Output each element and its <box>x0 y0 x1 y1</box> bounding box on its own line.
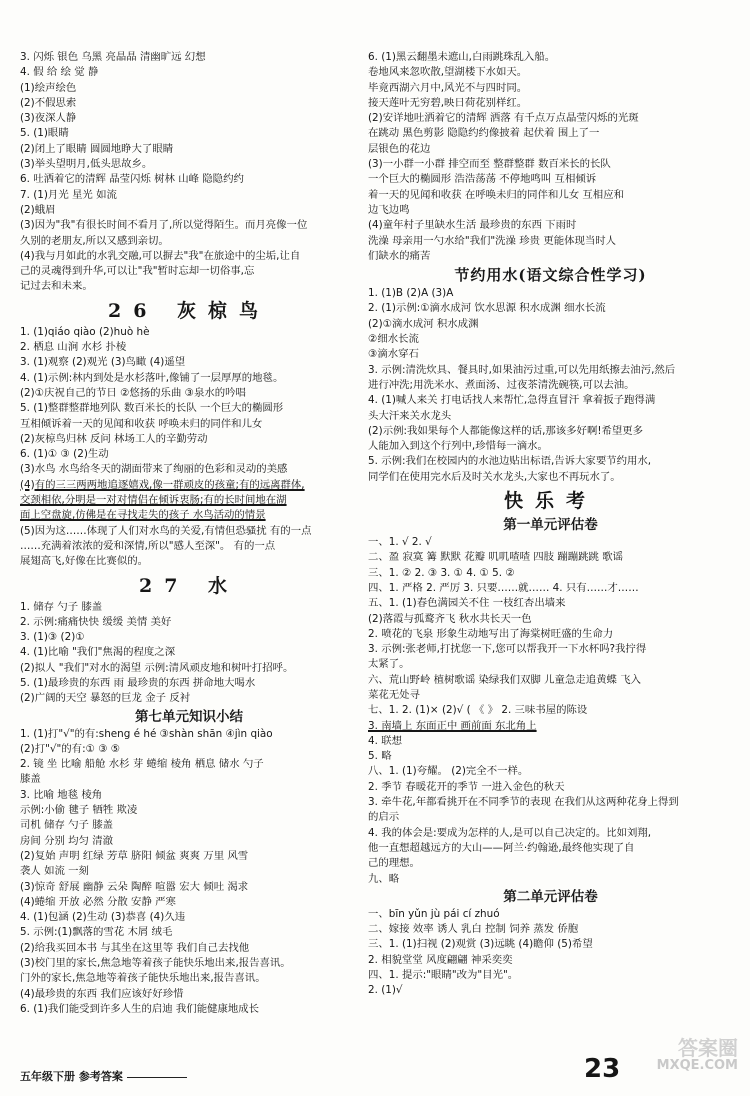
answer-line: 展翅高飞,好像在比赛似的。 <box>20 555 148 568</box>
answer-line: (2)示例:我如果每个人都能像这样的话,那该多好啊!希望更多 <box>368 424 644 437</box>
answer-line: 2. 喷花的飞泉 形象生动地写出了海棠树旺盛的生命力 <box>368 627 614 640</box>
answer-line: 七、1. 2. (1)× (2)√ ( 《 》 2. 三味书屋的陈设 <box>368 704 588 717</box>
answer-line: 他一直想超越远方的大山——阿兰·约翰逊,最终他实现了自 <box>368 841 635 854</box>
answer-line: 2. 镜 坐 比喻 船舱 水杉 芽 蜷缩 棱角 栖息 储水 勺子 <box>20 758 264 771</box>
answer-line: (3)校门里的家长,焦急地等着孩子能快乐地出来,报告喜讯。 <box>20 957 291 970</box>
right-column <box>368 50 733 999</box>
answer-line: 久别的老朋友,所以又感到亲切。 <box>20 234 169 247</box>
answer-line: (2)拟人 "我们"对水的渴望 示例:清风顽皮地和树叶打招呼。 <box>20 661 294 674</box>
answer-line: (1)绘声绘色 <box>20 81 77 94</box>
answer-line: 人能加入到这个行列中,珍惜每一滴水。 <box>368 440 548 453</box>
answer-line: 袭人 如流 一刻 <box>20 865 89 878</box>
answer-line: (4)我与月如此的水乳交融,可以摒去"我"在旅途中的尘垢,让自 <box>20 249 301 262</box>
answer-line: 菜花无处寻 <box>368 688 420 701</box>
answer-line: 五、1. (1)春色满园关不住 一枝红杏出墙来 <box>368 597 566 610</box>
answer-line: 3. (1)③ (2)① <box>20 631 85 644</box>
answer-line: 进行冲洗;用洗米水、煮面汤、过夜茶清洗碗筷,可以去油。 <box>368 378 635 391</box>
answer-line: 6. (1)我们能受到许多人生的启迪 我们能健康地成长 <box>20 1002 260 1015</box>
answer-line: (2)安详地吐洒着它的清辉 洒落 有千点万点晶莹闪烁的光斑 <box>368 112 639 125</box>
answer-line: (2)给我买回本书 与其坐在这里等 我们自己去找他 <box>20 941 250 954</box>
answer-line: 一、bīn yǔn jù pái cí zhuó <box>368 907 500 920</box>
answer-line: (3)水鸟 水鸟给冬天的湖面带来了绚丽的色彩和灵动的美感 <box>20 463 288 476</box>
answer-line: 二、盈 寂寞 篝 默默 花瓣 叽叽喳喳 四肢 蹦蹦跳跳 歌谣 <box>368 551 624 564</box>
answer-line: 接天莲叶无穷碧,映日荷花别样红。 <box>368 96 528 109</box>
answer-line: 6. (1)① ③ (2)生动 <box>20 448 109 461</box>
answer-line: 的启示 <box>368 811 400 824</box>
answer-line: (2)打"√"的有:① ③ ⑤ <box>20 742 121 755</box>
answer-line: ……充满着浓浓的爱和深情,所以"感人至深"。 有的一点 <box>20 539 276 552</box>
answer-line: 九、略 <box>368 872 400 885</box>
answer-line: 示例:小偷 毽子 牺牲 欺凌 <box>20 804 138 817</box>
footer-rule <box>127 1077 187 1078</box>
answer-line: 毕竟西湖六月中,风光不与四时同。 <box>368 81 528 94</box>
answer-line: 5. (1)整群整群地列队 数百米长的长队 一个巨大的椭圆形 <box>20 402 284 415</box>
answer-line: 3. 示例:清洗炊具、餐具时,如果油污过重,可以先用纸擦去油污,然后 <box>368 363 676 376</box>
answer-line: 5. 略 <box>368 750 392 763</box>
answer-line: 3. 牵牛花,年都看挑开在不同季节的表现 在我们从这两种花身上得到 <box>368 796 679 809</box>
answer-line: 5. 示例:我们在校园内的水池边贴出标语,告诉大家要节约用水, <box>368 455 652 468</box>
answer-line: (2)复始 声明 红绿 芳草 脐阳 倾盆 爽爽 万里 风雪 <box>20 849 249 862</box>
answer-line: 同学们在使用完水后及时关水龙头,大家也不再玩水了。 <box>368 470 621 483</box>
answer-line: 着一天的见闻和收获 在呼唤未归的同伴和儿女 互相应和 <box>368 188 624 201</box>
answer-line: 4. (1)包涵 (2)生动 (3)恭喜 (4)久违 <box>20 911 186 924</box>
lesson-title: 快乐考 <box>503 490 597 513</box>
answer-line: 3. 比喻 地毯 棱角 <box>20 788 103 801</box>
answer-line: (3)夜深人静 <box>20 112 77 125</box>
lesson-title: 26 灰椋鸟 <box>107 299 271 322</box>
answer-line: (4)最珍贵的东西 我们应该好好珍惜 <box>20 987 184 1000</box>
answer-line: 3. 示例:张老师,打扰您一下,您可以帮我开一下水杯吗?我拧得 <box>368 643 647 656</box>
answer-line: ③滴水穿石 <box>368 348 419 361</box>
answer-line: (2)不假思索 <box>20 96 77 109</box>
answer-line: (3)因为"我"有很长时间不看月了,所以觉得陌生。而月亮像一位 <box>20 219 308 232</box>
answer-line: (2)灰椋鸟归林 反问 林场工人的辛勤劳动 <box>20 432 208 445</box>
footer-label <box>20 1068 187 1084</box>
answer-line: 四、1. 提示:"眼睛"改为"目光"。 <box>368 969 519 982</box>
answer-line: 7. (1)月光 星光 如流 <box>20 188 117 201</box>
answer-line: (2)闭上了眼睛 圆圆地睁大了眼睛 <box>20 142 174 155</box>
answer-line: 4. (1)示例:林内到处是水杉落叶,像铺了一层厚厚的地毯。 <box>20 371 284 384</box>
answer-line: 4. 联想 <box>368 734 402 747</box>
answer-line: (2)广阔的天空 暴怒的巨龙 金子 反衬 <box>20 692 191 705</box>
answer-line: 2. 示例:痛痛快快 缓缓 美情 美好 <box>20 615 172 628</box>
answer-line: 头大汗来关水龙头 <box>368 409 452 422</box>
answer-line: (4)有的三三两两地追逐嬉戏,像一群顽皮的孩童;有的远离群体, <box>20 478 305 491</box>
answer-line: 4. (1)比喻 "我们"焦渴的程度之深 <box>20 646 176 659</box>
answer-line: 4. 我的体会是:要成为怎样的人,是可以自己决定的。比如刘翔, <box>368 826 652 839</box>
answer-line: 5. (1)眼睛 <box>20 127 69 140</box>
answer-line: 6. (1)黑云翻墨未遮山,白雨跳珠乱入船。 <box>368 51 556 63</box>
answer-line: (2)①庆祝自己的节日 ②悠扬的乐曲 ③泉水的吟唱 <box>20 386 246 399</box>
answer-line: 记过去和未来。 <box>20 280 93 293</box>
section-title: 第一单元评估卷 <box>503 517 598 534</box>
answer-line: 1. (1)qiáo qiào (2)huò hè <box>20 325 150 338</box>
answer-line: 互相倾诉着一天的见闻和收获 呼唤未归的同伴和儿女 <box>20 417 263 430</box>
answer-line: 2. 相貌堂堂 风度翩翩 神采奕奕 <box>368 953 513 966</box>
answer-line: 2. (1)√ <box>368 984 403 997</box>
answer-line: 3. (1)观察 (2)观光 (3)鸟瞰 (4)遥望 <box>20 356 186 369</box>
answer-line: 司机 储存 勺子 膝盖 <box>20 819 114 832</box>
answer-line: 洗澡 母亲用一勺水给"我们"洗澡 珍贵 更能体现当时人 <box>368 234 617 247</box>
answer-line: 己的理想。 <box>368 857 420 870</box>
answer-line: 门外的家长,焦急地等着孩子能快乐地出来,报告喜讯。 <box>20 972 266 985</box>
answer-line: 1. 储存 勺子 膝盖 <box>20 600 103 613</box>
answer-line: 们缺水的痛苦 <box>368 249 431 262</box>
answer-line: ②细水长流 <box>368 333 419 346</box>
answer-line: 二、嫁接 效率 诱人 乳白 控制 饲养 蒸发 侨胞 <box>368 923 579 936</box>
page-number: 23 <box>584 1054 621 1084</box>
answer-line: 5. 示例:(1)飘落的雪花 木屑 绒毛 <box>20 926 173 939</box>
answer-line: 在跳动 黑色剪影 隐隐约约像披着 起伏着 围上了一 <box>368 127 600 140</box>
footer-grade: 五年级下册 参考答案 <box>20 1070 123 1083</box>
answer-line: 房间 分别 均匀 清澈 <box>20 834 114 847</box>
lesson-title: 27 水 <box>138 574 240 597</box>
section-title: 第七单元知识小结 <box>135 708 243 725</box>
answer-line: 层银色的花边 <box>368 142 431 155</box>
answer-line: (3)惊奇 舒展 幽静 云朵 陶醉 喧嚣 宏大 倾吐 渴求 <box>20 880 249 893</box>
answer-line: 面上空盘旋,仿佛是在寻找走失的孩子 水鸟活动的情景 <box>20 509 266 522</box>
answer-line: 2. (1)示例:①滴水成河 饮水思源 积水成渊 细水长流 <box>368 302 606 315</box>
watermark-line1: 答案圈 <box>678 1036 738 1060</box>
answer-line: (3)举头望明月,低头思故乡。 <box>20 158 153 171</box>
answer-line: 6. 吐洒着它的清辉 晶莹闪烁 树林 山峰 隐隐约约 <box>20 173 244 186</box>
answer-line: 一个巨大的椭圆形 浩浩荡荡 不停地鸣叫 互相倾诉 <box>368 173 597 186</box>
answer-line: 一、1. √ 2. √ <box>368 536 432 549</box>
watermark <box>620 1036 738 1092</box>
answer-line: 三、1. ② 2. ③ 3. ① 4. ① 5. ② <box>368 566 515 579</box>
answer-line: 三、1. (1)扫视 (2)观赏 (3)远眺 (4)瞻仰 (5)希望 <box>368 938 593 951</box>
answer-line: 八、1. (1)夸耀。 (2)完全不一样。 <box>368 765 529 778</box>
answer-line: 太紧了。 <box>368 658 410 671</box>
section-title: 节约用水(语文综合性学习) <box>454 266 647 285</box>
answer-line: (4)蜷缩 开放 必然 分散 安静 严寒 <box>20 895 176 908</box>
answer-line: 己的灵魂得到升华,可以让"我"暂时忘却一切俗事,忘 <box>20 265 255 278</box>
answer-line: 4. 假 给 绘 觉 静 <box>20 66 99 79</box>
answer-line: (3)一小群一小群 排空而至 整群整群 数百米长的长队 <box>368 158 611 171</box>
answer-line: 2. 季节 春暖花开的季节 一进入金色的秋天 <box>368 780 565 793</box>
answer-line: (5)因为这……体现了人们对水鸟的关爱,有情但恐骚扰 有的一点 <box>20 524 312 537</box>
answer-line: 3. 闪烁 银色 乌黑 亮晶晶 清幽旷远 幻想 <box>20 51 206 63</box>
answer-line: 3. 南墙上 东面正中 画前面 东北角上 <box>368 719 537 732</box>
answer-line: 1. (1)打"√"的有:sheng é hé ③shàn shān ④jìn qiào <box>20 727 273 740</box>
section-title: 第二单元评估卷 <box>503 888 598 905</box>
answer-line: (2)落霞与孤鹜齐飞 秋水共长天一色 <box>368 612 532 625</box>
answer-line: (4)童年村子里缺水生活 最珍贵的东西 下雨时 <box>368 219 577 232</box>
answer-line: 1. (1)B (2)A (3)A <box>368 287 454 300</box>
watermark-line2: MXQE.COM <box>656 1058 738 1073</box>
answer-line: 5. (1)最珍贵的东西 雨 最珍贵的东西 拼命地大喝水 <box>20 676 256 689</box>
answer-line: 膝盖 <box>20 773 41 786</box>
answer-line: 2. 栖息 山涧 水杉 扑棱 <box>20 341 127 354</box>
answer-line: (2)①滴水成河 积水成渊 <box>368 317 479 330</box>
answer-line: 边飞边鸣 <box>368 203 410 216</box>
answer-line: 4. (1)喊人来关 打电话找人来帮忙,急得直冒汗 拿着扳子跑得满 <box>368 394 656 407</box>
answer-line: 六、荒山野岭 植树歌谣 染绿我们双脚 儿童急走追黄蝶 飞入 <box>368 673 641 686</box>
answer-line: 交颈相依,分明是一对对情侣在倾诉衷肠;有的长时间地在湖 <box>20 494 287 507</box>
answer-line: (2)蛾眉 <box>20 203 56 216</box>
left-column <box>20 50 358 1017</box>
answer-line: 卷地风来忽吹散,望湖楼下水如天。 <box>368 66 528 79</box>
answer-line: 四、1. 严格 2. 严厉 3. 只要……就…… 4. 只有……才…… <box>368 581 639 594</box>
